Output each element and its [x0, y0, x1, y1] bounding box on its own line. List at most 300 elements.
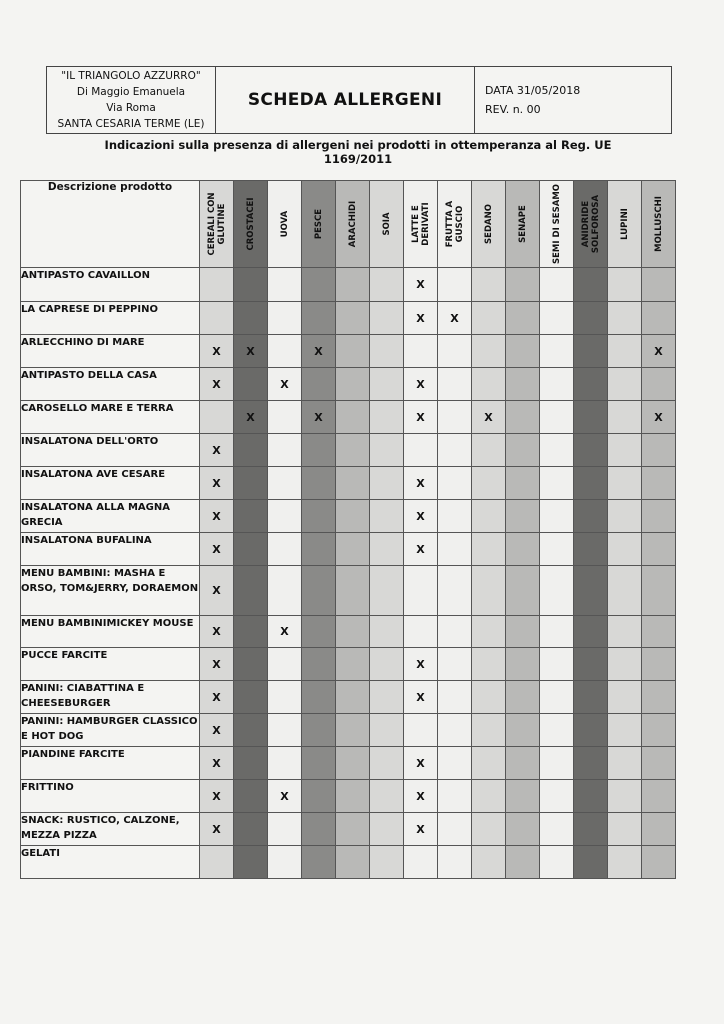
allergen-label: LUPINI	[619, 208, 630, 240]
company-owner: Di Maggio Emanuela	[76, 86, 186, 98]
allergen-present-mark: X	[212, 690, 221, 704]
allergen-present-mark: X	[212, 657, 221, 671]
allergen-present-mark: X	[212, 509, 221, 523]
allergen-cell	[370, 714, 404, 747]
product-name: INSALATONA BUFALINA	[21, 533, 200, 566]
allergen-cell	[404, 368, 438, 401]
allergen-cell	[438, 846, 472, 879]
allergen-cell	[642, 500, 676, 533]
allergen-cell	[302, 434, 336, 467]
allergen-present-mark: X	[450, 311, 459, 325]
allergen-cell	[506, 500, 540, 533]
allergen-cell	[608, 714, 642, 747]
allergen-cell	[540, 467, 574, 500]
allergen-cell	[608, 846, 642, 879]
product-name: PANINI: CIABATTINA E CHEESEBURGER	[21, 681, 200, 714]
allergen-cell	[574, 368, 608, 401]
allergen-cell	[302, 500, 336, 533]
allergen-cell	[472, 368, 506, 401]
allergen-cell	[472, 714, 506, 747]
allergen-cell	[608, 434, 642, 467]
allergen-cell	[642, 566, 676, 616]
product-column-header: Descrizione prodotto	[21, 181, 200, 268]
allergen-column-header	[404, 181, 438, 268]
allergen-cell	[608, 335, 642, 368]
allergen-cell	[438, 335, 472, 368]
allergen-column-header	[608, 181, 642, 268]
allergen-cell	[506, 846, 540, 879]
allergen-cell	[370, 335, 404, 368]
allergen-cell	[438, 681, 472, 714]
allergen-column-header	[472, 181, 506, 268]
allergen-cell	[336, 434, 370, 467]
allergen-cell	[574, 813, 608, 846]
document-meta	[475, 67, 671, 133]
allergen-cell	[404, 648, 438, 681]
allergen-cell	[472, 846, 506, 879]
allergen-cell	[370, 648, 404, 681]
allergen-cell	[200, 648, 234, 681]
allergen-cell	[472, 401, 506, 434]
allergen-cell	[268, 533, 302, 566]
allergen-cell	[574, 467, 608, 500]
allergen-label: UOVA	[279, 210, 290, 238]
allergen-cell	[608, 500, 642, 533]
allergen-cell	[574, 533, 608, 566]
allergen-cell	[234, 335, 268, 368]
allergen-cell	[200, 467, 234, 500]
allergen-column-header	[438, 181, 472, 268]
allergen-cell	[574, 302, 608, 335]
allergen-cell	[540, 780, 574, 813]
allergen-cell	[404, 434, 438, 467]
table-row	[21, 302, 676, 335]
allergen-cell	[336, 681, 370, 714]
allergen-label: LATTE E DERIVATI	[410, 202, 431, 246]
table-row	[21, 616, 676, 648]
allergen-cell	[472, 616, 506, 648]
allergen-cell	[370, 434, 404, 467]
table-row	[21, 500, 676, 533]
allergen-cell	[302, 268, 336, 302]
allergen-cell	[472, 566, 506, 616]
allergen-cell	[234, 747, 268, 780]
allergen-cell	[200, 500, 234, 533]
allergen-cell	[506, 714, 540, 747]
allergen-cell	[642, 335, 676, 368]
allergen-cell	[608, 747, 642, 780]
allergen-column-header	[642, 181, 676, 268]
allergen-cell	[302, 368, 336, 401]
table-row	[21, 747, 676, 780]
allergen-cell	[506, 302, 540, 335]
product-name: ANTIPASTO DELLA CASA	[21, 368, 200, 401]
allergen-table	[20, 180, 676, 879]
allergen-present-mark: X	[654, 344, 663, 358]
allergen-present-mark: X	[246, 344, 255, 358]
allergen-cell	[336, 302, 370, 335]
table-row	[21, 401, 676, 434]
table-row	[21, 780, 676, 813]
allergen-cell	[438, 434, 472, 467]
product-name: MENU BAMBINIMICKEY MOUSE	[21, 616, 200, 648]
allergen-cell	[642, 368, 676, 401]
allergen-cell	[540, 302, 574, 335]
allergen-cell	[472, 747, 506, 780]
allergen-cell	[268, 681, 302, 714]
allergen-cell	[642, 846, 676, 879]
allergen-present-mark: X	[212, 542, 221, 556]
allergen-present-mark: X	[416, 377, 425, 391]
allergen-cell	[642, 533, 676, 566]
allergen-cell	[438, 616, 472, 648]
table-row	[21, 467, 676, 500]
allergen-cell	[438, 467, 472, 500]
allergen-cell	[268, 648, 302, 681]
allergen-cell	[200, 566, 234, 616]
allergen-cell	[506, 533, 540, 566]
allergen-present-mark: X	[314, 410, 323, 424]
allergen-cell	[234, 368, 268, 401]
product-name: FRITTINO	[21, 780, 200, 813]
allergen-cell	[642, 681, 676, 714]
allergen-cell	[574, 401, 608, 434]
allergen-cell	[302, 566, 336, 616]
allergen-cell	[540, 846, 574, 879]
allergen-cell	[574, 648, 608, 681]
allergen-present-mark: X	[416, 509, 425, 523]
allergen-cell	[540, 616, 574, 648]
allergen-label: ANIDRIDE SOLFOROSA	[580, 194, 601, 254]
allergen-cell	[438, 268, 472, 302]
allergen-present-mark: X	[416, 476, 425, 490]
allergen-cell	[472, 302, 506, 335]
allergen-cell	[234, 616, 268, 648]
allergen-present-mark: X	[212, 443, 221, 457]
allergen-cell	[336, 368, 370, 401]
allergen-cell	[370, 533, 404, 566]
allergen-cell	[472, 268, 506, 302]
allergen-cell	[302, 780, 336, 813]
allergen-cell	[608, 368, 642, 401]
allergen-cell	[200, 268, 234, 302]
allergen-present-mark: X	[212, 344, 221, 358]
allergen-column-header	[302, 181, 336, 268]
allergen-cell	[472, 681, 506, 714]
table-body	[21, 268, 676, 879]
allergen-cell	[608, 813, 642, 846]
allergen-cell	[234, 302, 268, 335]
allergen-cell	[234, 714, 268, 747]
allergen-cell	[472, 648, 506, 681]
allergen-cell	[200, 846, 234, 879]
allergen-cell	[336, 566, 370, 616]
allergen-cell	[336, 268, 370, 302]
allergen-cell	[608, 648, 642, 681]
allergen-cell	[302, 616, 336, 648]
table-row	[21, 813, 676, 846]
allergen-cell	[472, 434, 506, 467]
allergen-cell	[302, 401, 336, 434]
product-name: SNACK: RUSTICO, CALZONE, MEZZA PIZZA	[21, 813, 200, 846]
allergen-cell	[438, 401, 472, 434]
allergen-cell	[234, 500, 268, 533]
allergen-cell	[438, 780, 472, 813]
table-row	[21, 335, 676, 368]
allergen-cell	[268, 780, 302, 813]
allergen-cell	[574, 780, 608, 813]
allergen-cell	[302, 335, 336, 368]
allergen-present-mark: X	[314, 344, 323, 358]
allergen-present-mark: X	[212, 723, 221, 737]
allergen-present-mark: X	[280, 789, 289, 803]
product-name: INSALATONA DELL'ORTO	[21, 434, 200, 467]
allergen-cell	[370, 500, 404, 533]
allergen-cell	[472, 335, 506, 368]
allergen-label: PESCE	[313, 208, 324, 240]
allergen-cell	[540, 368, 574, 401]
allergen-cell	[370, 616, 404, 648]
allergen-present-mark: X	[416, 756, 425, 770]
allergen-cell	[540, 533, 574, 566]
allergen-cell	[506, 401, 540, 434]
allergen-cell	[540, 268, 574, 302]
allergen-cell	[234, 780, 268, 813]
allergen-cell	[574, 500, 608, 533]
allergen-present-mark: X	[416, 542, 425, 556]
allergen-cell	[404, 467, 438, 500]
allergen-cell	[472, 813, 506, 846]
product-name: PUCCE FARCITE	[21, 648, 200, 681]
allergen-present-mark: X	[484, 410, 493, 424]
allergen-cell	[540, 813, 574, 846]
allergen-cell	[336, 500, 370, 533]
product-name: PANINI: HAMBURGER CLASSICO E HOT DOG	[21, 714, 200, 747]
allergen-cell	[336, 335, 370, 368]
allergen-cell	[540, 648, 574, 681]
allergen-present-mark: X	[416, 278, 425, 291]
allergen-cell	[200, 616, 234, 648]
allergen-cell	[234, 813, 268, 846]
product-name: INSALATONA AVE CESARE	[21, 467, 200, 500]
allergen-cell	[608, 681, 642, 714]
table-row	[21, 714, 676, 747]
allergen-cell	[268, 401, 302, 434]
allergen-cell	[438, 500, 472, 533]
allergen-cell	[200, 434, 234, 467]
allergen-present-mark: X	[416, 311, 425, 325]
allergen-cell	[472, 780, 506, 813]
allergen-cell	[506, 434, 540, 467]
allergen-cell	[404, 813, 438, 846]
allergen-cell	[608, 616, 642, 648]
allergen-cell	[200, 813, 234, 846]
allergen-column-header	[540, 181, 574, 268]
allergen-cell	[642, 813, 676, 846]
allergen-cell	[336, 401, 370, 434]
document-date: DATA 31/05/2018	[485, 84, 581, 97]
table-row	[21, 648, 676, 681]
allergen-cell	[438, 368, 472, 401]
company-street: Via Roma	[106, 102, 156, 114]
allergen-column-header	[234, 181, 268, 268]
allergen-cell	[472, 533, 506, 566]
allergen-cell	[404, 533, 438, 566]
allergen-cell	[302, 846, 336, 879]
allergen-present-mark: X	[280, 625, 289, 638]
allergen-cell	[404, 714, 438, 747]
allergen-cell	[200, 335, 234, 368]
allergen-label: FRUTTA A GUSCIO	[444, 200, 465, 248]
allergen-cell	[574, 747, 608, 780]
allergen-cell	[404, 335, 438, 368]
allergen-column-header	[370, 181, 404, 268]
allergen-cell	[506, 648, 540, 681]
allergen-cell	[404, 500, 438, 533]
allergen-cell	[574, 434, 608, 467]
allergen-present-mark: X	[212, 476, 221, 490]
allergen-cell	[336, 780, 370, 813]
allergen-cell	[642, 302, 676, 335]
allergen-cell	[506, 566, 540, 616]
allergen-cell	[506, 467, 540, 500]
allergen-cell	[404, 616, 438, 648]
allergen-cell	[404, 747, 438, 780]
allergen-cell	[370, 467, 404, 500]
allergen-cell	[642, 714, 676, 747]
allergen-present-mark: X	[246, 410, 255, 424]
allergen-cell	[642, 648, 676, 681]
allergen-cell	[506, 368, 540, 401]
allergen-cell	[540, 714, 574, 747]
allergen-cell	[540, 401, 574, 434]
allergen-cell	[336, 616, 370, 648]
allergen-cell	[336, 467, 370, 500]
allergen-cell	[234, 401, 268, 434]
allergen-cell	[268, 302, 302, 335]
allergen-cell	[608, 268, 642, 302]
allergen-cell	[608, 780, 642, 813]
product-name: ARLECCHINO DI MARE	[21, 335, 200, 368]
allergen-cell	[200, 368, 234, 401]
allergen-cell	[540, 747, 574, 780]
allergen-cell	[642, 780, 676, 813]
allergen-cell	[268, 467, 302, 500]
allergen-cell	[404, 401, 438, 434]
allergen-label: CROSTACEI	[245, 197, 256, 251]
allergen-cell	[438, 813, 472, 846]
allergen-cell	[302, 467, 336, 500]
allergen-cell	[370, 747, 404, 780]
company-city: SANTA CESARIA TERME (LE)	[57, 118, 205, 130]
allergen-cell	[336, 714, 370, 747]
company-name: "IL TRIANGOLO AZZURRO"	[61, 70, 201, 82]
allergen-column-header	[268, 181, 302, 268]
allergen-cell	[268, 616, 302, 648]
allergen-cell	[642, 616, 676, 648]
allergen-present-mark: X	[416, 657, 425, 671]
allergen-cell	[370, 401, 404, 434]
allergen-cell	[370, 780, 404, 813]
allergen-cell	[200, 533, 234, 566]
allergen-cell	[370, 368, 404, 401]
allergen-cell	[234, 434, 268, 467]
allergen-cell	[268, 566, 302, 616]
allergen-cell	[302, 813, 336, 846]
allergen-cell	[438, 648, 472, 681]
allergen-cell	[268, 846, 302, 879]
header-box	[46, 66, 672, 134]
allergen-cell	[506, 813, 540, 846]
allergen-column-header	[336, 181, 370, 268]
allergen-cell	[608, 302, 642, 335]
table-header-row	[21, 181, 676, 268]
allergen-present-mark: X	[416, 822, 425, 836]
allergen-cell	[642, 467, 676, 500]
allergen-cell	[608, 401, 642, 434]
allergen-cell	[574, 616, 608, 648]
allergen-cell	[404, 780, 438, 813]
allergen-cell	[574, 566, 608, 616]
allergen-cell	[268, 747, 302, 780]
allergen-cell	[336, 747, 370, 780]
allergen-cell	[506, 747, 540, 780]
product-name: CAROSELLO MARE E TERRA	[21, 401, 200, 434]
allergen-cell	[336, 813, 370, 846]
allergen-present-mark: X	[212, 625, 221, 638]
allergen-cell	[506, 335, 540, 368]
allergen-cell	[540, 566, 574, 616]
allergen-cell	[234, 566, 268, 616]
allergen-cell	[268, 500, 302, 533]
allergen-cell	[336, 533, 370, 566]
allergen-cell	[472, 500, 506, 533]
allergen-cell	[506, 268, 540, 302]
table-row	[21, 268, 676, 302]
regulation-note: Indicazioni sulla presenza di allergeni nei prodotti in ottemperanza al Reg. UE 1169/2011	[104, 138, 612, 166]
table-row	[21, 533, 676, 566]
allergen-cell	[200, 302, 234, 335]
table-row	[21, 566, 676, 616]
allergen-cell	[200, 714, 234, 747]
allergen-cell	[540, 335, 574, 368]
allergen-present-mark: X	[416, 789, 425, 803]
allergen-cell	[302, 648, 336, 681]
product-name: PIANDINE FARCITE	[21, 747, 200, 780]
allergen-cell	[404, 846, 438, 879]
allergen-cell	[642, 268, 676, 302]
allergen-cell	[404, 566, 438, 616]
allergen-label: SENAPE	[517, 205, 528, 243]
allergen-label: MOLLUSCHI	[653, 196, 664, 252]
allergen-cell	[370, 681, 404, 714]
allergen-cell	[472, 467, 506, 500]
allergen-cell	[540, 500, 574, 533]
product-name: LA CAPRESE DI PEPPINO	[21, 302, 200, 335]
allergen-cell	[540, 681, 574, 714]
allergen-label: SEDANO	[483, 204, 494, 244]
allergen-cell	[404, 681, 438, 714]
allergen-cell	[200, 780, 234, 813]
allergen-cell	[506, 616, 540, 648]
allergen-cell	[336, 648, 370, 681]
allergen-cell	[268, 268, 302, 302]
allergen-cell	[438, 302, 472, 335]
table-row	[21, 846, 676, 879]
table-row	[21, 368, 676, 401]
allergen-cell	[370, 566, 404, 616]
allergen-cell	[234, 681, 268, 714]
